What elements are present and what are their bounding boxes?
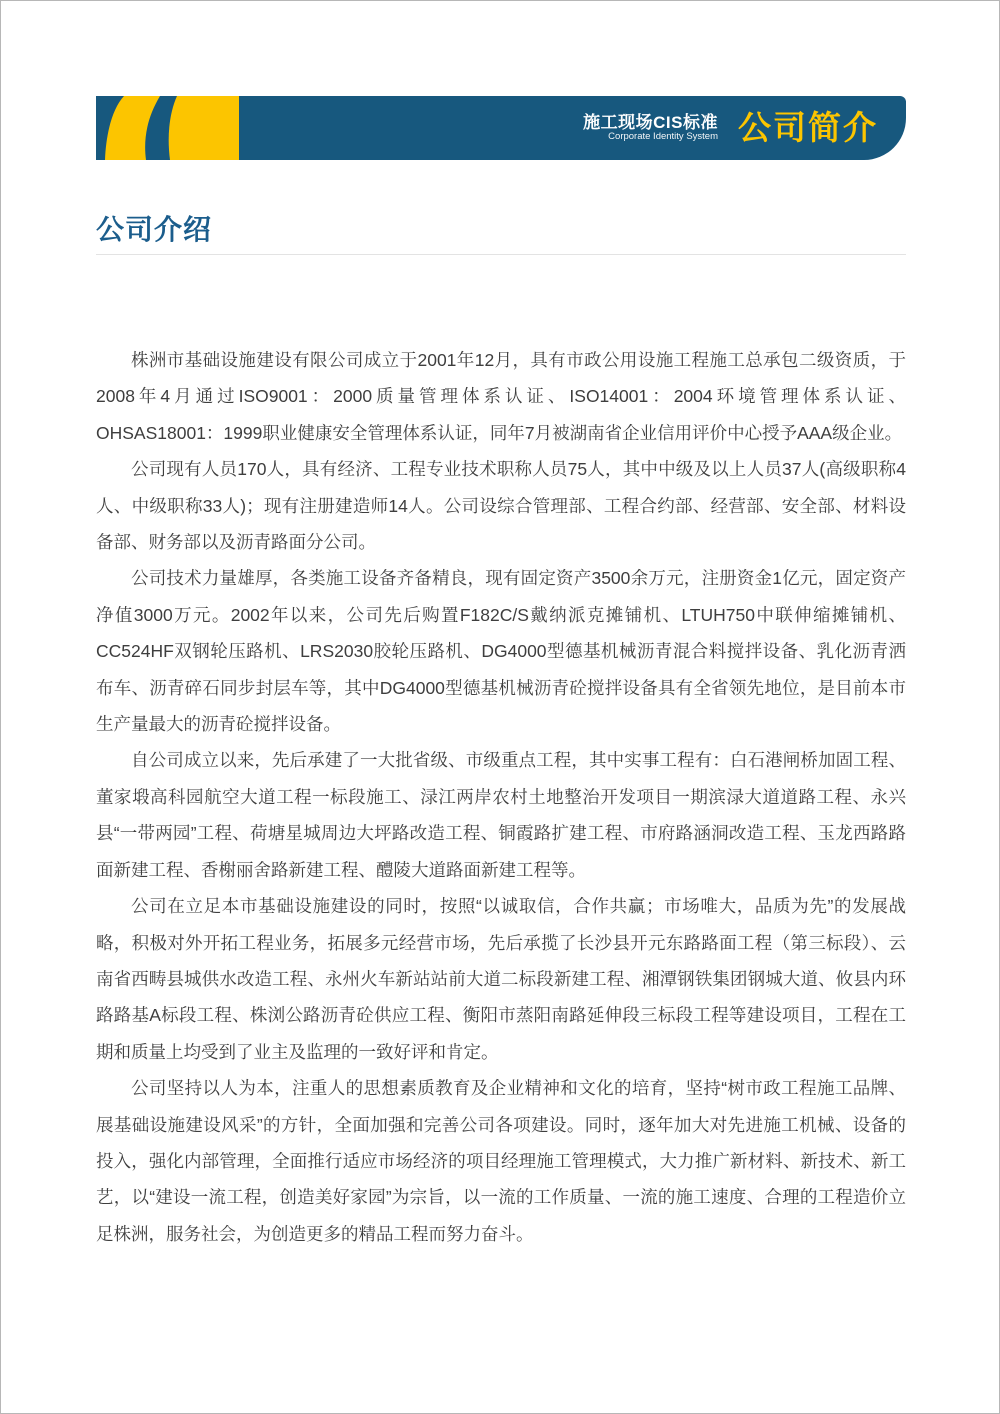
- cis-standard-title: 施工现场CIS标准: [583, 112, 718, 132]
- brand-logo-swoosh-icon: [96, 96, 246, 160]
- cis-standard-subtitle: Corporate Identity System: [608, 131, 718, 143]
- paragraph-philosophy: 公司坚持以人为本，注重人的思想素质教育及企业精神和文化的培育，坚持“树市政工程施工品牌、展基础设施建设风采”的方针，全面加强和完善公司各项建设。同时，逐年加大对先进施工机械、设备的投入，强化内部管理，全面推行适应市场经济的项目经理施工管理模式，大力推广新材料、新技术、新工艺，以“建设一流工程，创造美好家园”为宗旨，以一流的工作质量、一流的施工速度、合理的工程造价立足株洲，服务社会，为创造更多的精品工程而努力奋斗。: [96, 1078, 906, 1244]
- cis-standard-block: [583, 113, 718, 143]
- section-label: 公司简介: [738, 108, 878, 146]
- paragraph-personnel: 公司现有人员170人，具有经济、工程专业技术职称人员75人，其中中级及以上人员37人(高级职称4人、中级职称33人)；现有注册建造师14人。公司设综合管理部、工程合约部、经营部、安全部、材料设备部、财务部以及沥青路面分公司。: [96, 459, 906, 553]
- paragraph-company-founding: 株洲市基础设施建设有限公司成立于2001年12月，具有市政公用设施工程施工总承包二级资质，于2008年4月通过ISO9001：2000质量管理体系认证、ISO14001：2004环境管理体系认证、OHSAS18001：1999职业健康安全管理体系认证，同年7月被湖南省企业信用评价中心授予AAA级企业。: [96, 350, 906, 443]
- paragraph-external-projects: 公司在立足本市基础设施建设的同时，按照“以诚取信，合作共赢；市场唯大，品质为先”的发展战略，积极对外开拓工程业务，拓展多元经营市场，先后承揽了长沙县开元东路路面工程（第三标段）、云南省西畴县城供水改造工程、永州火车新站站前大道二标段新建工程、湘潭钢铁集团钢城大道、攸县内环路路基A标段工程、株浏公路沥青砼供应工程、衡阳市蒸阳南路延伸段三标段工程等建设项目，工程在工期和质量上均受到了业主及监理的一致好评和肯定。: [96, 896, 906, 1062]
- page-title: 公司介绍: [96, 214, 213, 245]
- paragraph-key-projects: 自公司成立以来，先后承建了一大批省级、市级重点工程，其中实事工程有：白石港闸桥加固工程、董家塅高科园航空大道工程一标段施工、渌江两岸农村土地整治开发项目一期滨渌大道道路工程、永兴县“一带两园”工程、荷塘星城周边大坪路改造工程、铜霞路扩建工程、市府路涵洞改造工程、玉龙西路路面新建工程、香榭丽舍路新建工程、醴陵大道路面新建工程等。: [96, 750, 906, 880]
- header-banner: [96, 96, 906, 160]
- paragraph-equipment: 公司技术力量雄厚，各类施工设备齐备精良，现有固定资产3500余万元，注册资金1亿元，固定资产净值3000万元。2002年以来，公司先后购置F182C/S戴纳派克摊铺机、LTUH750中联伸缩摊铺机、CC524HF双钢轮压路机、LRS2030胶轮压路机、DG4000型德基机械沥青混合料搅拌设备、乳化沥青洒布车、沥青碎石同步封层车等，其中DG4000型德基机械沥青砼搅拌设备具有全省领先地位，是目前本市生产量最大的沥青砼搅拌设备。: [96, 568, 906, 735]
- banner-text-group: [583, 108, 906, 146]
- title-divider: [96, 254, 906, 255]
- body-content: [96, 342, 906, 1252]
